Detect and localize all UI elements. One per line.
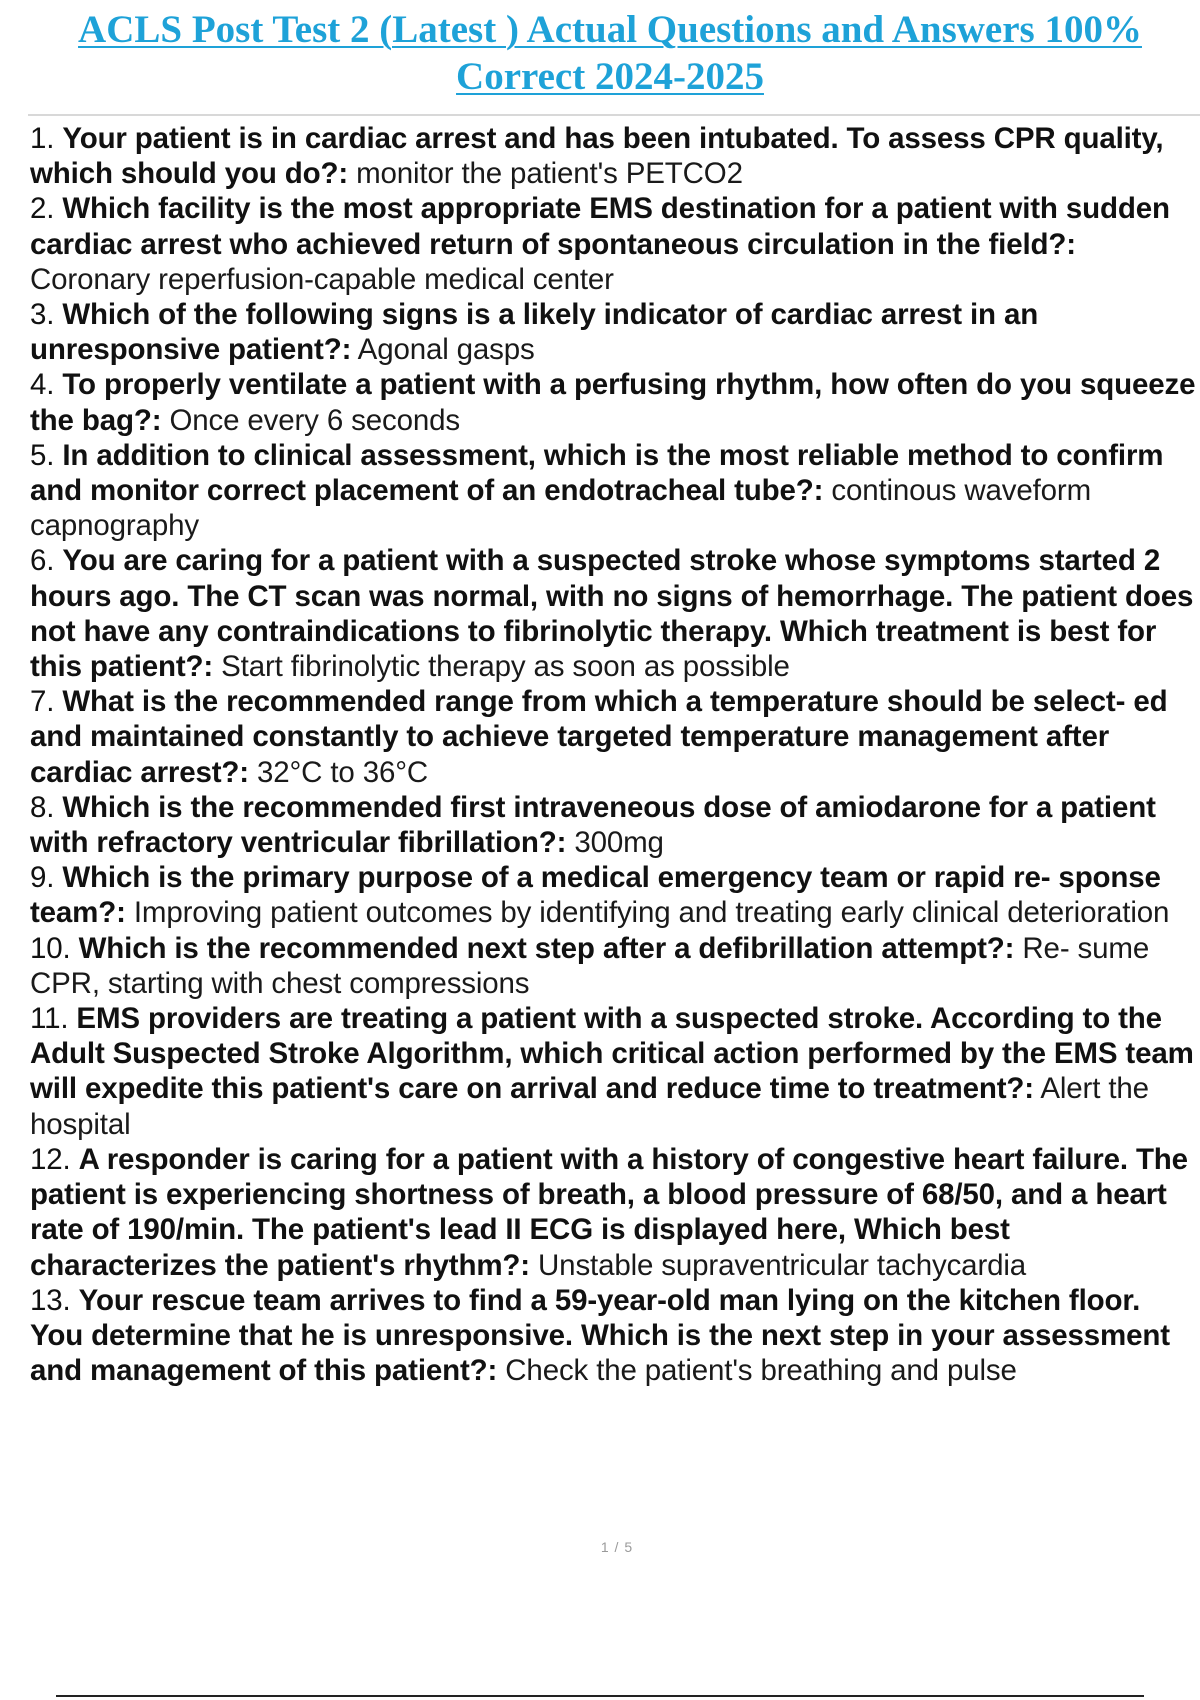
- question-number: 9.: [30, 861, 55, 895]
- answer-text: Re- sume CPR, starting with chest compressions: [30, 931, 1150, 1000]
- question-text: EMS providers are treating a patient with a suspected stroke. According to the Adult Suspected Stroke Algorithm, which critical action performed by the EMS team will expedite this patient's care on arrival and reduce time to treatment?:: [30, 1002, 1194, 1106]
- question-text: A responder is caring for a patient with a history of congestive heart failure. The patient is experiencing shortness of breath, a blood pressure of 68/50, and a heart rate of 190/min. The patient's lead II ECG is displayed here, Which best characterizes the patient's rhythm?:: [30, 1142, 1188, 1282]
- question-text: You are caring for a patient with a suspected stroke whose symptoms started 2 hours ago. The CT scan was normal, with no signs of hemorrhage. The patient does not have any contraindications to fibrinolytic therapy. Which treatment is best for this patient?:: [30, 544, 1194, 684]
- document-title: [50, 6, 1170, 100]
- question-number: 6.: [30, 544, 55, 578]
- answer-text: Alert the hospital: [30, 1072, 1149, 1141]
- question-text: In addition to clinical assessment, which is the most reliable method to confirm and monitor correct placement of an endotracheal tube?:: [30, 438, 1164, 508]
- answer-text: Unstable supraventricular tachycardia: [538, 1248, 1027, 1282]
- answer-text: monitor the patient's PETCO2: [356, 157, 743, 191]
- title-line-2: Correct 2024-2025: [456, 55, 764, 98]
- question-item-2: [30, 191, 1200, 297]
- question-number: 2.: [30, 192, 55, 226]
- question-item-10: [30, 931, 1200, 1001]
- answer-text: Start fibrinolytic therapy as soon as possible: [221, 650, 790, 684]
- title-line-1: ACLS Post Test 2 (Latest ) Actual Questions and Answers 100%: [78, 8, 1142, 51]
- question-number: 5.: [30, 438, 55, 472]
- answer-text: Coronary reperfusion-capable medical center: [30, 262, 614, 296]
- question-item-5: [30, 438, 1200, 544]
- answer-text: 300mg: [574, 826, 664, 860]
- question-text: Your patient is in cardiac arrest and has been intubated. To assess CPR quality, which should you do?:: [30, 122, 1164, 191]
- question-item-13: [30, 1283, 1200, 1389]
- question-list: [30, 121, 1200, 1388]
- question-text: To properly ventilate a patient with a perfusing rhythm, how often do you squeeze the bag?:: [30, 368, 1196, 437]
- answer-text: Improving patient outcomes by identifying and treating early clinical deterioration: [133, 896, 1170, 930]
- question-text: Your rescue team arrives to find a 59-year-old man lying on the kitchen floor. You determine that he is unresponsive. Which is the next step in your assessment and management of this patient?:: [30, 1283, 1170, 1388]
- question-number: 7.: [30, 685, 55, 719]
- question-number: 10.: [30, 931, 71, 965]
- footer-divider: [56, 1695, 1144, 1697]
- question-text: Which is the recommended next step after a defibrillation attempt?:: [78, 931, 1015, 965]
- question-number: 3.: [30, 298, 55, 332]
- question-text: Which of the following signs is a likely indicator of cardiac arrest in an unresponsive patient?:: [30, 298, 1039, 367]
- question-item-4: [30, 367, 1200, 437]
- question-item-12: [30, 1142, 1200, 1283]
- question-text: Which facility is the most appropriate EMS destination for a patient with sudden cardiac arrest who achieved return of spontaneous circulation in the field?:: [30, 192, 1170, 261]
- question-number: 12.: [30, 1142, 71, 1176]
- question-item-7: [30, 684, 1200, 790]
- question-item-3: [30, 297, 1200, 367]
- question-number: 4.: [30, 368, 55, 402]
- answer-text: continous waveform capnography: [30, 474, 1091, 543]
- question-item-11: [30, 1001, 1200, 1142]
- question-item-6: [30, 543, 1200, 684]
- question-item-9: [30, 860, 1200, 930]
- answer-text: 32°C to 36°C: [257, 755, 429, 789]
- question-number: 8.: [30, 790, 55, 824]
- answer-text: Once every 6 seconds: [169, 403, 460, 437]
- question-number: 1.: [30, 122, 55, 155]
- question-text: Which is the recommended first intraveneous dose of amiodarone for a patient with refractory ventricular fibrillation?:: [30, 790, 1156, 860]
- page-indicator: 1 / 5: [600, 1539, 634, 1555]
- question-text: What is the recommended range from which a temperature should be select- ed and maintained constantly to achieve targeted temperature management after cardiac arrest?:: [30, 685, 1168, 789]
- question-item-8: [30, 790, 1200, 860]
- answer-text: Check the patient's breathing and pulse: [505, 1354, 1017, 1388]
- question-number: 11.: [30, 1002, 69, 1036]
- question-text: Which is the primary purpose of a medical emergency team or rapid re- sponse team?:: [30, 861, 1161, 930]
- title-divider: [28, 114, 1200, 116]
- question-number: 13.: [30, 1283, 71, 1317]
- question-item-1: [30, 121, 1200, 191]
- answer-text: Agonal gasps: [357, 333, 535, 367]
